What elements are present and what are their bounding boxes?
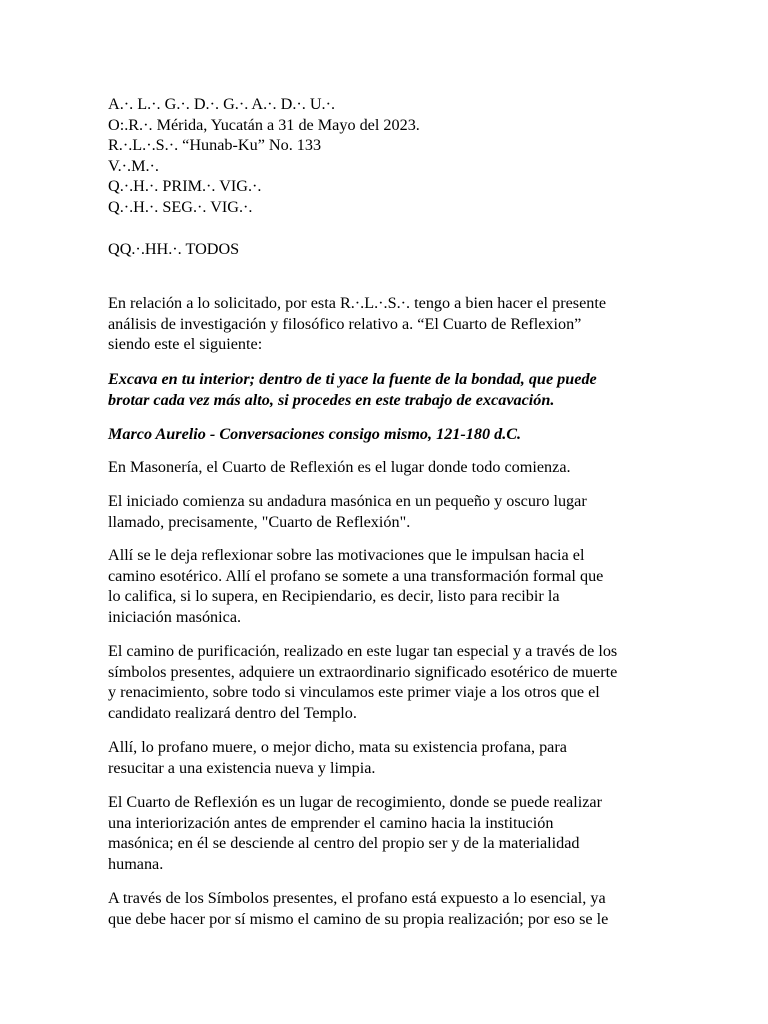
paragraph-line: candidato realizará dentro del Templo. [108,703,357,722]
header-line: R.·.L.·.S.·. “Hunab-Ku” No. 133 [108,136,322,155]
paragraph-line: En Masonería, el Cuarto de Reflexión es el lugar donde todo comienza. [108,458,571,476]
body-paragraph [108,792,668,874]
paragraph-line: El iniciado comienza su andadura masónica en un pequeño y oscuro lugar [108,492,587,510]
paragraph-line: que debe hacer por sí mismo el camino de su propia realización; por eso se le [108,909,609,928]
body-paragraph [108,457,668,478]
paragraph-line: Allí se le deja reflexionar sobre las motivaciones que le impulsan hacia el [108,546,585,564]
letter-header [108,94,668,218]
quote-line: brotar cada vez más alto, si procedes en este trabajo de excavación. [108,390,555,409]
paragraph-line: iniciación masónica. [108,607,242,626]
paragraph-line: En relación a lo solicitado, por esta R.·.L.·.S.·. tengo a bien hacer el presente [108,294,607,312]
paragraph-line: camino esotérico. Allí el profano se somete a una transformación formal que [108,566,604,585]
epigraph-attribution [108,424,668,445]
paragraph-line: humana. [108,854,164,873]
paragraph-line: masónica; en él se desciende al centro del propio ser y de la materialidad [108,834,580,853]
paragraph-line: siendo este el siguiente: [108,335,263,354]
intro-paragraph [108,293,668,355]
paragraph-line: lo califica, si lo supera, en Recipiendario, es decir, listo para recibir la [108,587,560,606]
paragraph-line: y renacimiento, sobre todo si vinculamos este primer viaje a los otros que el [108,683,600,702]
body-paragraph [108,737,668,778]
paragraph-line: una interiorización antes de emprender el camino hacia la institución [108,813,554,832]
paragraph-line: símbolos presentes, adquiere un extraordinario significado esotérico de muerte [108,662,618,681]
body-paragraph [108,491,668,532]
paragraph-line: A través de los Símbolos presentes, el profano está expuesto a lo esencial, ya [108,889,606,907]
paragraph-line: El camino de purificación, realizado en este lugar tan especial y a través de los [108,642,618,660]
body-paragraph [108,888,668,929]
header-line: Q.·.H.·. SEG.·. VIG.·. [108,197,253,216]
header-line: V.·.M.·. [108,156,159,175]
header-line: Q.·.H.·. PRIM.·. VIG.·. [108,177,262,196]
body-paragraph [108,545,668,627]
salutation-line: QQ.·.HH.·. TODOS [108,240,240,258]
header-line: A.·. L.·. G.·. D.·. G.·. A.·. D.·. U.·. [108,95,336,113]
paragraph-line: llamado, precisamente, "Cuarto de Reflexión". [108,512,411,531]
quote-line: Excava en tu interior; dentro de ti yace la fuente de la bondad, que puede [108,370,597,388]
paragraph-line: análisis de investigación y filosófico relativo a. “El Cuarto de Reflexion” [108,314,582,333]
paragraph-line: Allí, lo profano muere, o mejor dicho, mata su existencia profana, para [108,738,567,756]
body-paragraph [108,641,668,723]
paragraph-line: resucitar a una existencia nueva y limpia. [108,758,376,777]
salutation [108,239,668,260]
header-line: O:.R.·. Mérida, Yucatán a 31 de Mayo del 2023. [108,115,420,134]
epigraph-quote [108,369,668,410]
attribution-line: Marco Aurelio - Conversaciones consigo mismo, 121-180 d.C. [108,425,522,443]
paragraph-line: El Cuarto de Reflexión es un lugar de recogimiento, donde se puede realizar [108,793,602,811]
